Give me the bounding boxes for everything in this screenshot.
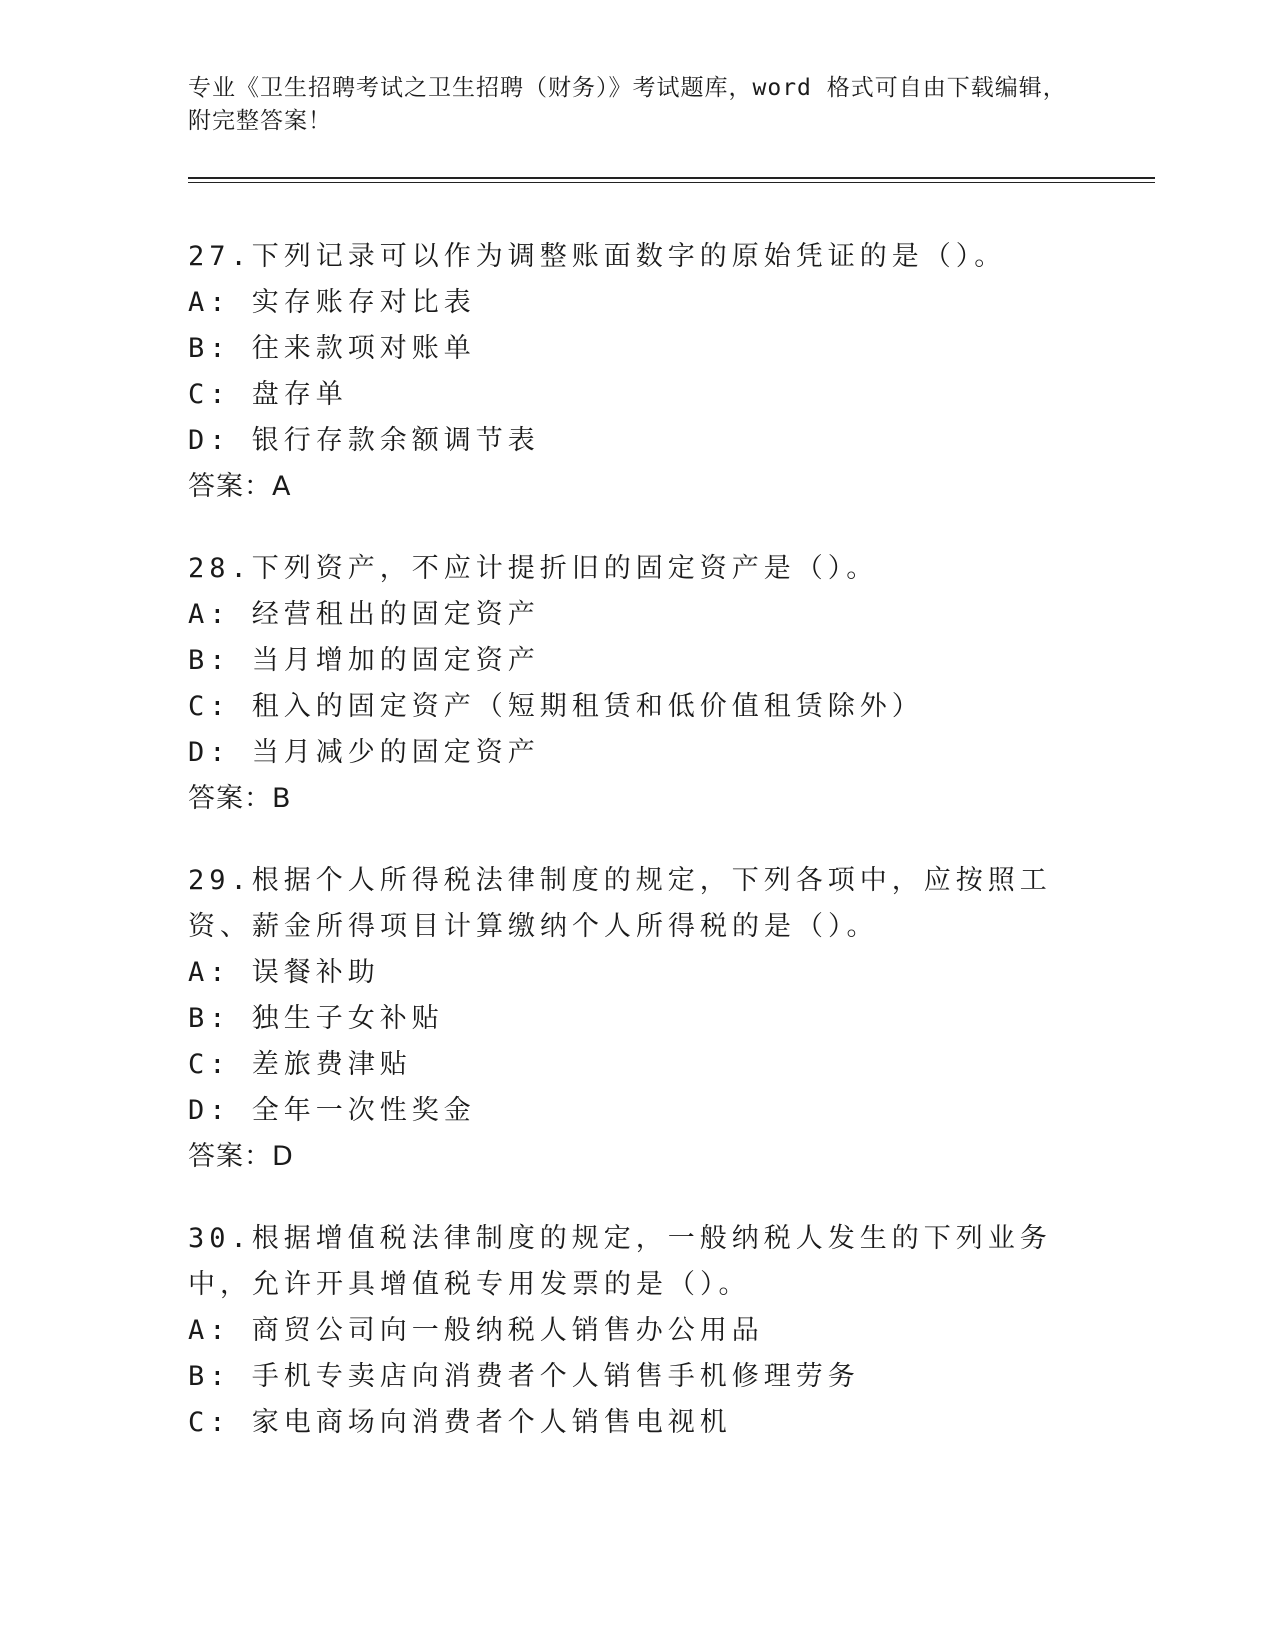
question-stem: 30.根据增值税法律制度的规定，一般纳税人发生的下列业务中，允许开具增值税专用发票的是（）。 — [188, 1223, 1052, 1300]
document-header — [188, 72, 1068, 138]
question-27 — [188, 234, 1088, 510]
answer-label: 答案：A — [188, 471, 292, 502]
option-a: A: 实存账存对比表 — [188, 287, 476, 318]
option-d: D: 全年一次性奖金 — [188, 1095, 476, 1126]
option-b: B: 独生子女补贴 — [188, 1003, 444, 1034]
header-divider-thin — [188, 182, 1155, 183]
option-c: C: 租入的固定资产（短期租赁和低价值租赁除外） — [188, 691, 924, 722]
option-d: D: 当月减少的固定资产 — [188, 737, 540, 768]
option-c: C: 盘存单 — [188, 379, 348, 410]
question-stem: 28.下列资产，不应计提折旧的固定资产是（）。 — [188, 553, 879, 584]
option-b: B: 当月增加的固定资产 — [188, 645, 540, 676]
option-b: B: 往来款项对账单 — [188, 333, 476, 364]
option-a: A: 经营租出的固定资产 — [188, 599, 540, 630]
option-d: D: 银行存款余额调节表 — [188, 425, 540, 456]
answer-label: 答案：D — [188, 1141, 294, 1172]
question-30 — [188, 1216, 1088, 1446]
header-text: 专业《卫生招聘考试之卫生招聘（财务）》考试题库，word 格式可自由下载编辑，附完整答案！ — [188, 75, 1067, 134]
option-a: A: 商贸公司向一般纳税人销售办公用品 — [188, 1315, 764, 1346]
header-divider-thick — [188, 177, 1155, 179]
option-c: C: 差旅费津贴 — [188, 1049, 412, 1080]
option-a: A: 误餐补助 — [188, 957, 380, 988]
option-b: B: 手机专卖店向消费者个人销售手机修理劳务 — [188, 1361, 860, 1392]
question-29 — [188, 858, 1088, 1180]
question-list — [188, 234, 1088, 1482]
question-stem: 29.根据个人所得税法律制度的规定，下列各项中，应按照工资、薪金所得项目计算缴纳个人所得税的是（）。 — [188, 865, 1052, 942]
question-stem: 27.下列记录可以作为调整账面数字的原始凭证的是（）。 — [188, 241, 1007, 272]
question-28 — [188, 546, 1088, 822]
answer-label: 答案：B — [188, 783, 292, 814]
option-c: C: 家电商场向消费者个人销售电视机 — [188, 1407, 732, 1438]
